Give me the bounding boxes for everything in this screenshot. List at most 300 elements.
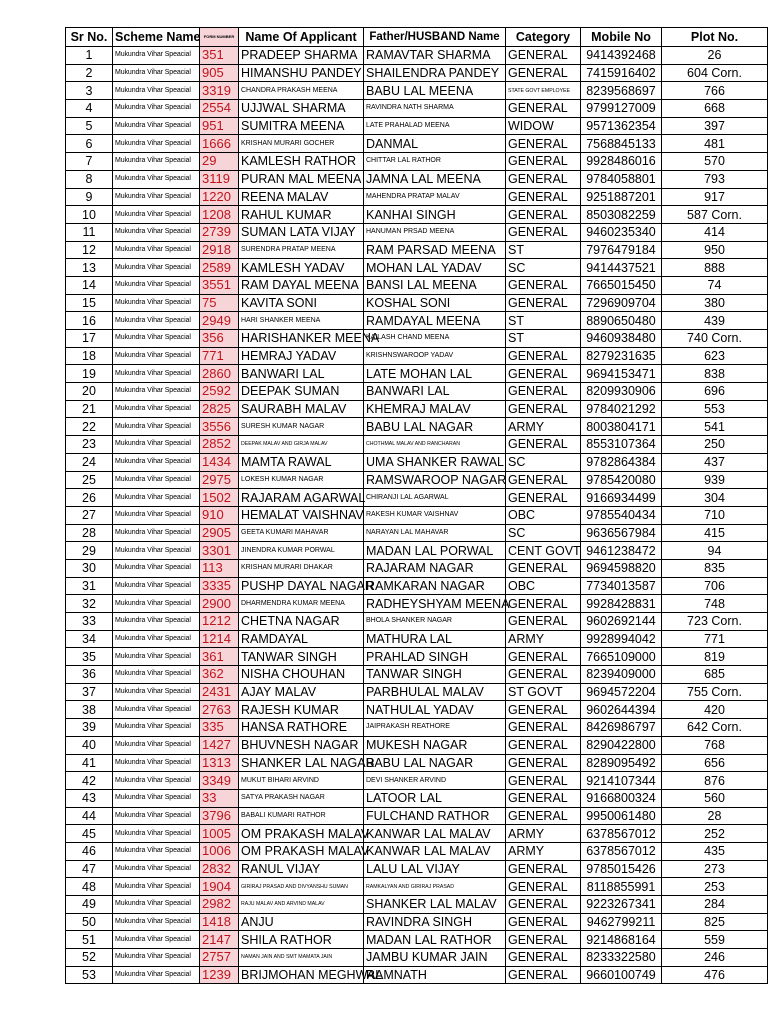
cell-applicant: GEETA KUMARI MAHAVAR [239, 524, 364, 542]
cell-plot: 587 Corn. [662, 206, 768, 224]
cell-category: GENERAL [506, 64, 581, 82]
table-row [66, 913, 768, 931]
cell-form-number: 951 [200, 117, 239, 135]
cell-category: GENERAL [506, 754, 581, 772]
cell-father: MOHAN LAL YADAV [364, 259, 506, 277]
cell-mobile: 8553107364 [581, 436, 662, 454]
table-row [66, 276, 768, 294]
cell-scheme: Mukundra Vihar Speacial [113, 241, 200, 259]
cell-scheme: Mukundra Vihar Speacial [113, 896, 200, 914]
cell-scheme: Mukundra Vihar Speacial [113, 913, 200, 931]
cell-sr: 53 [66, 966, 113, 984]
cell-applicant: KAMLESH YADAV [239, 259, 364, 277]
cell-applicant: SUMITRA MEENA [239, 117, 364, 135]
cell-mobile: 9636567984 [581, 524, 662, 542]
cell-applicant: NAMAN JAIN AND SMT MAMATA JAIN [239, 949, 364, 967]
cell-plot: 748 [662, 595, 768, 613]
cell-form-number: 75 [200, 294, 239, 312]
table-row [66, 471, 768, 489]
cell-scheme: Mukundra Vihar Speacial [113, 100, 200, 118]
cell-plot: 250 [662, 436, 768, 454]
cell-form-number: 2832 [200, 860, 239, 878]
cell-plot: 917 [662, 188, 768, 206]
cell-mobile: 7665109000 [581, 648, 662, 666]
cell-scheme: Mukundra Vihar Speacial [113, 666, 200, 684]
cell-scheme: Mukundra Vihar Speacial [113, 330, 200, 348]
cell-sr: 43 [66, 789, 113, 807]
cell-father: KANWAR LAL MALAV [364, 842, 506, 860]
cell-scheme: Mukundra Vihar Speacial [113, 949, 200, 967]
cell-sr: 4 [66, 100, 113, 118]
cell-father: RAMKARAN NAGAR [364, 577, 506, 595]
cell-scheme: Mukundra Vihar Speacial [113, 701, 200, 719]
cell-sr: 52 [66, 949, 113, 967]
cell-father: BABU LAL NAGAR [364, 754, 506, 772]
cell-category: ARMY [506, 630, 581, 648]
cell-applicant: DEEPAK SUMAN [239, 383, 364, 401]
cell-mobile: 8233322580 [581, 949, 662, 967]
cell-father: RAMSWAROOP NAGAR [364, 471, 506, 489]
cell-applicant: MAMTA RAWAL [239, 453, 364, 471]
cell-sr: 32 [66, 595, 113, 613]
cell-category: GENERAL [506, 878, 581, 896]
cell-sr: 10 [66, 206, 113, 224]
cell-category: ST [506, 330, 581, 348]
header-scheme: Scheme Name [113, 28, 200, 47]
cell-sr: 3 [66, 82, 113, 100]
cell-father: PRAHLAD SINGH [364, 648, 506, 666]
cell-scheme: Mukundra Vihar Speacial [113, 347, 200, 365]
table-row [66, 754, 768, 772]
cell-form-number: 113 [200, 559, 239, 577]
header-form-number: FORM NUMBER [200, 28, 239, 47]
cell-category: GENERAL [506, 949, 581, 967]
cell-scheme: Mukundra Vihar Speacial [113, 383, 200, 401]
header-row [66, 28, 768, 47]
cell-applicant: NISHA CHOUHAN [239, 666, 364, 684]
cell-category: SC [506, 259, 581, 277]
cell-form-number: 3301 [200, 542, 239, 560]
cell-category: GENERAL [506, 789, 581, 807]
cell-sr: 37 [66, 683, 113, 701]
cell-plot: 740 Corn. [662, 330, 768, 348]
cell-plot: 888 [662, 259, 768, 277]
table-row [66, 842, 768, 860]
cell-category: GENERAL [506, 188, 581, 206]
cell-mobile: 9799127009 [581, 100, 662, 118]
cell-father: RAMKALYAN AND GIRIRAJ PRASAD [364, 878, 506, 896]
cell-category: ARMY [506, 825, 581, 843]
cell-mobile: 9461238472 [581, 542, 662, 560]
header-category: Category [506, 28, 581, 47]
cell-mobile: 9950061480 [581, 807, 662, 825]
cell-form-number: 1220 [200, 188, 239, 206]
header-sr: Sr No. [66, 28, 113, 47]
cell-form-number: 2905 [200, 524, 239, 542]
cell-sr: 8 [66, 170, 113, 188]
cell-category: SC [506, 524, 581, 542]
cell-mobile: 9928428831 [581, 595, 662, 613]
cell-form-number: 33 [200, 789, 239, 807]
table-row [66, 64, 768, 82]
cell-form-number: 3551 [200, 276, 239, 294]
cell-applicant: MUKUT BIHARI ARVIND [239, 772, 364, 790]
cell-father: HANUMAN PRSAD MEENA [364, 223, 506, 241]
table-row [66, 506, 768, 524]
table-row [66, 931, 768, 949]
cell-plot: 570 [662, 153, 768, 171]
cell-sr: 9 [66, 188, 113, 206]
table-row [66, 860, 768, 878]
cell-category: GENERAL [506, 648, 581, 666]
cell-father: DANMAL [364, 135, 506, 153]
cell-plot: 481 [662, 135, 768, 153]
cell-form-number: 1212 [200, 613, 239, 631]
cell-category: GENERAL [506, 860, 581, 878]
cell-category: ARMY [506, 418, 581, 436]
cell-category: GENERAL [506, 913, 581, 931]
table-row [66, 666, 768, 684]
cell-category: GENERAL [506, 100, 581, 118]
cell-plot: 876 [662, 772, 768, 790]
cell-applicant: RAM DAYAL MEENA [239, 276, 364, 294]
cell-scheme: Mukundra Vihar Speacial [113, 683, 200, 701]
cell-sr: 44 [66, 807, 113, 825]
cell-applicant: HARISHANKER MEENA [239, 330, 364, 348]
cell-father: LATE PRAHALAD MEENA [364, 117, 506, 135]
cell-scheme: Mukundra Vihar Speacial [113, 842, 200, 860]
cell-sr: 16 [66, 312, 113, 330]
table-row [66, 949, 768, 967]
cell-scheme: Mukundra Vihar Speacial [113, 807, 200, 825]
cell-plot: 26 [662, 47, 768, 65]
cell-applicant: BABALI KUMARI RATHOR [239, 807, 364, 825]
cell-father: LATE MOHAN LAL [364, 365, 506, 383]
table-row [66, 719, 768, 737]
cell-form-number: 1904 [200, 878, 239, 896]
cell-form-number: 3349 [200, 772, 239, 790]
cell-plot: 74 [662, 276, 768, 294]
cell-father: NATHULAL YADAV [364, 701, 506, 719]
cell-form-number: 2900 [200, 595, 239, 613]
cell-father: RADHEYSHYAM MEENA [364, 595, 506, 613]
cell-applicant: GIRIRAJ PRASAD AND DIVYANSHU SUMAN [239, 878, 364, 896]
cell-form-number: 29 [200, 153, 239, 171]
cell-plot: 819 [662, 648, 768, 666]
cell-category: WIDOW [506, 117, 581, 135]
cell-plot: 642 Corn. [662, 719, 768, 737]
cell-mobile: 8209930906 [581, 383, 662, 401]
cell-scheme: Mukundra Vihar Speacial [113, 64, 200, 82]
cell-mobile: 9694598820 [581, 559, 662, 577]
cell-form-number: 1006 [200, 842, 239, 860]
cell-mobile: 9460235340 [581, 223, 662, 241]
cell-scheme: Mukundra Vihar Speacial [113, 559, 200, 577]
cell-plot: 835 [662, 559, 768, 577]
table-row [66, 701, 768, 719]
cell-category: GENERAL [506, 47, 581, 65]
cell-mobile: 9784021292 [581, 400, 662, 418]
cell-form-number: 3335 [200, 577, 239, 595]
cell-applicant: KRISHAN MURARI DHAKAR [239, 559, 364, 577]
cell-category: ARMY [506, 842, 581, 860]
cell-form-number: 1502 [200, 489, 239, 507]
cell-mobile: 9694153471 [581, 365, 662, 383]
cell-scheme: Mukundra Vihar Speacial [113, 153, 200, 171]
cell-sr: 11 [66, 223, 113, 241]
cell-form-number: 910 [200, 506, 239, 524]
cell-father: KANWAR LAL MALAV [364, 825, 506, 843]
cell-plot: 420 [662, 701, 768, 719]
cell-plot: 825 [662, 913, 768, 931]
cell-scheme: Mukundra Vihar Speacial [113, 135, 200, 153]
cell-applicant: KRISHAN MURARI GOCHER [239, 135, 364, 153]
cell-mobile: 7296909704 [581, 294, 662, 312]
cell-sr: 29 [66, 542, 113, 560]
cell-category: GENERAL [506, 400, 581, 418]
header-father: Father/HUSBAND Name [364, 28, 506, 47]
cell-plot: 604 Corn. [662, 64, 768, 82]
cell-form-number: 1434 [200, 453, 239, 471]
cell-form-number: 2852 [200, 436, 239, 454]
cell-sr: 23 [66, 436, 113, 454]
cell-category: OBC [506, 577, 581, 595]
table-row [66, 896, 768, 914]
table-row [66, 135, 768, 153]
cell-father: FULCHAND RATHOR [364, 807, 506, 825]
cell-category: GENERAL [506, 223, 581, 241]
cell-applicant: SHANKER LAL NAGAR [239, 754, 364, 772]
cell-applicant: RAJESH KUMAR [239, 701, 364, 719]
cell-plot: 559 [662, 931, 768, 949]
cell-mobile: 8426986797 [581, 719, 662, 737]
cell-form-number: 2739 [200, 223, 239, 241]
cell-mobile: 7415916402 [581, 64, 662, 82]
cell-mobile: 6378567012 [581, 842, 662, 860]
cell-category: GENERAL [506, 931, 581, 949]
cell-plot: 656 [662, 754, 768, 772]
cell-applicant: HANSA RATHORE [239, 719, 364, 737]
cell-plot: 706 [662, 577, 768, 595]
cell-applicant: SAURABH MALAV [239, 400, 364, 418]
cell-applicant: LOKESH KUMAR NAGAR [239, 471, 364, 489]
cell-form-number: 905 [200, 64, 239, 82]
cell-applicant: CHANDRA PRAKASH MEENA [239, 82, 364, 100]
cell-sr: 6 [66, 135, 113, 153]
table-row [66, 825, 768, 843]
cell-form-number: 1208 [200, 206, 239, 224]
cell-sr: 5 [66, 117, 113, 135]
table-row [66, 312, 768, 330]
header-mobile: Mobile No [581, 28, 662, 47]
cell-category: GENERAL [506, 595, 581, 613]
cell-scheme: Mukundra Vihar Speacial [113, 648, 200, 666]
cell-sr: 2 [66, 64, 113, 82]
cell-scheme: Mukundra Vihar Speacial [113, 365, 200, 383]
cell-plot: 273 [662, 860, 768, 878]
cell-form-number: 1418 [200, 913, 239, 931]
cell-scheme: Mukundra Vihar Speacial [113, 170, 200, 188]
cell-plot: 939 [662, 471, 768, 489]
cell-scheme: Mukundra Vihar Speacial [113, 312, 200, 330]
cell-scheme: Mukundra Vihar Speacial [113, 489, 200, 507]
cell-mobile: 8890650480 [581, 312, 662, 330]
cell-applicant: RAHUL KUMAR [239, 206, 364, 224]
table-row [66, 966, 768, 984]
cell-father: KANHAI SINGH [364, 206, 506, 224]
table-row [66, 47, 768, 65]
cell-father: CHITTAR LAL RATHOR [364, 153, 506, 171]
cell-father: RAMDAYAL MEENA [364, 312, 506, 330]
cell-form-number: 2589 [200, 259, 239, 277]
cell-form-number: 335 [200, 719, 239, 737]
cell-applicant: RANUL VIJAY [239, 860, 364, 878]
cell-sr: 14 [66, 276, 113, 294]
cell-applicant: CHETNA NAGAR [239, 613, 364, 631]
cell-form-number: 771 [200, 347, 239, 365]
cell-sr: 21 [66, 400, 113, 418]
table-row [66, 683, 768, 701]
cell-category: GENERAL [506, 153, 581, 171]
cell-category: GENERAL [506, 772, 581, 790]
cell-category: GENERAL [506, 719, 581, 737]
cell-category: GENERAL [506, 966, 581, 984]
cell-scheme: Mukundra Vihar Speacial [113, 736, 200, 754]
cell-father: JAMBU KUMAR JAIN [364, 949, 506, 967]
cell-plot: 685 [662, 666, 768, 684]
header-plot: Plot No. [662, 28, 768, 47]
cell-plot: 28 [662, 807, 768, 825]
cell-plot: 623 [662, 347, 768, 365]
cell-mobile: 8003804171 [581, 418, 662, 436]
cell-form-number: 2975 [200, 471, 239, 489]
cell-plot: 793 [662, 170, 768, 188]
cell-father: TANWAR SINGH [364, 666, 506, 684]
cell-plot: 710 [662, 506, 768, 524]
table-row [66, 772, 768, 790]
cell-father: PARBHULAL MALAV [364, 683, 506, 701]
table-row [66, 648, 768, 666]
cell-father: JAMNA LAL MEENA [364, 170, 506, 188]
cell-applicant: BANWARI LAL [239, 365, 364, 383]
cell-form-number: 2825 [200, 400, 239, 418]
table-row [66, 241, 768, 259]
cell-category: GENERAL [506, 276, 581, 294]
cell-form-number: 2949 [200, 312, 239, 330]
cell-father: DEVI SHANKER ARVIND [364, 772, 506, 790]
cell-plot: 476 [662, 966, 768, 984]
cell-applicant: BHUVNESH NAGAR [239, 736, 364, 754]
cell-mobile: 7568845133 [581, 135, 662, 153]
table-row [66, 436, 768, 454]
cell-father: JAIPRAKASH REATHORE [364, 719, 506, 737]
cell-plot: 768 [662, 736, 768, 754]
table-row [66, 153, 768, 171]
cell-scheme: Mukundra Vihar Speacial [113, 453, 200, 471]
cell-form-number: 1005 [200, 825, 239, 843]
cell-mobile: 9462799211 [581, 913, 662, 931]
cell-plot: 437 [662, 453, 768, 471]
cell-applicant: ANJU [239, 913, 364, 931]
cell-applicant: PRADEEP SHARMA [239, 47, 364, 65]
cell-scheme: Mukundra Vihar Speacial [113, 223, 200, 241]
cell-father: MADAN LAL PORWAL [364, 542, 506, 560]
cell-scheme: Mukundra Vihar Speacial [113, 630, 200, 648]
cell-sr: 34 [66, 630, 113, 648]
cell-sr: 36 [66, 666, 113, 684]
cell-plot: 380 [662, 294, 768, 312]
cell-category: GENERAL [506, 383, 581, 401]
cell-scheme: Mukundra Vihar Speacial [113, 878, 200, 896]
table-row [66, 400, 768, 418]
table-row [66, 524, 768, 542]
cell-form-number: 2147 [200, 931, 239, 949]
cell-sr: 7 [66, 153, 113, 171]
table-row [66, 365, 768, 383]
table-row [66, 807, 768, 825]
cell-form-number: 356 [200, 330, 239, 348]
cell-scheme: Mukundra Vihar Speacial [113, 276, 200, 294]
cell-scheme: Mukundra Vihar Speacial [113, 471, 200, 489]
table-row [66, 613, 768, 631]
cell-scheme: Mukundra Vihar Speacial [113, 542, 200, 560]
table-row [66, 188, 768, 206]
cell-scheme: Mukundra Vihar Speacial [113, 436, 200, 454]
cell-mobile: 9166934499 [581, 489, 662, 507]
cell-scheme: Mukundra Vihar Speacial [113, 418, 200, 436]
table-row [66, 577, 768, 595]
table-row [66, 630, 768, 648]
cell-mobile: 8118855991 [581, 878, 662, 896]
cell-mobile: 9214868164 [581, 931, 662, 949]
cell-sr: 13 [66, 259, 113, 277]
cell-sr: 20 [66, 383, 113, 401]
cell-category: CENT GOVT [506, 542, 581, 560]
cell-form-number: 1239 [200, 966, 239, 984]
cell-plot: 766 [662, 82, 768, 100]
cell-category: GENERAL [506, 436, 581, 454]
cell-plot: 435 [662, 842, 768, 860]
cell-father: MATHURA LAL [364, 630, 506, 648]
cell-father: BABU LAL NAGAR [364, 418, 506, 436]
cell-plot: 950 [662, 241, 768, 259]
cell-sr: 15 [66, 294, 113, 312]
cell-applicant: SURENDRA PRATAP MEENA [239, 241, 364, 259]
cell-scheme: Mukundra Vihar Speacial [113, 294, 200, 312]
cell-applicant: UJJWAL SHARMA [239, 100, 364, 118]
cell-scheme: Mukundra Vihar Speacial [113, 47, 200, 65]
cell-sr: 41 [66, 754, 113, 772]
cell-category: GENERAL [506, 347, 581, 365]
table-row [66, 559, 768, 577]
cell-mobile: 9784058801 [581, 170, 662, 188]
cell-category: GENERAL [506, 206, 581, 224]
cell-scheme: Mukundra Vihar Speacial [113, 117, 200, 135]
cell-form-number: 2554 [200, 100, 239, 118]
cell-scheme: Mukundra Vihar Speacial [113, 188, 200, 206]
table-row [66, 206, 768, 224]
cell-applicant: AJAY MALAV [239, 683, 364, 701]
cell-category: GENERAL [506, 135, 581, 153]
cell-plot: 668 [662, 100, 768, 118]
cell-sr: 19 [66, 365, 113, 383]
cell-plot: 553 [662, 400, 768, 418]
cell-applicant: KAVITA SONI [239, 294, 364, 312]
cell-applicant: JINENDRA KUMAR PORWAL [239, 542, 364, 560]
cell-sr: 33 [66, 613, 113, 631]
cell-mobile: 8279231635 [581, 347, 662, 365]
cell-father: CHIRANJI LAL AGARWAL [364, 489, 506, 507]
